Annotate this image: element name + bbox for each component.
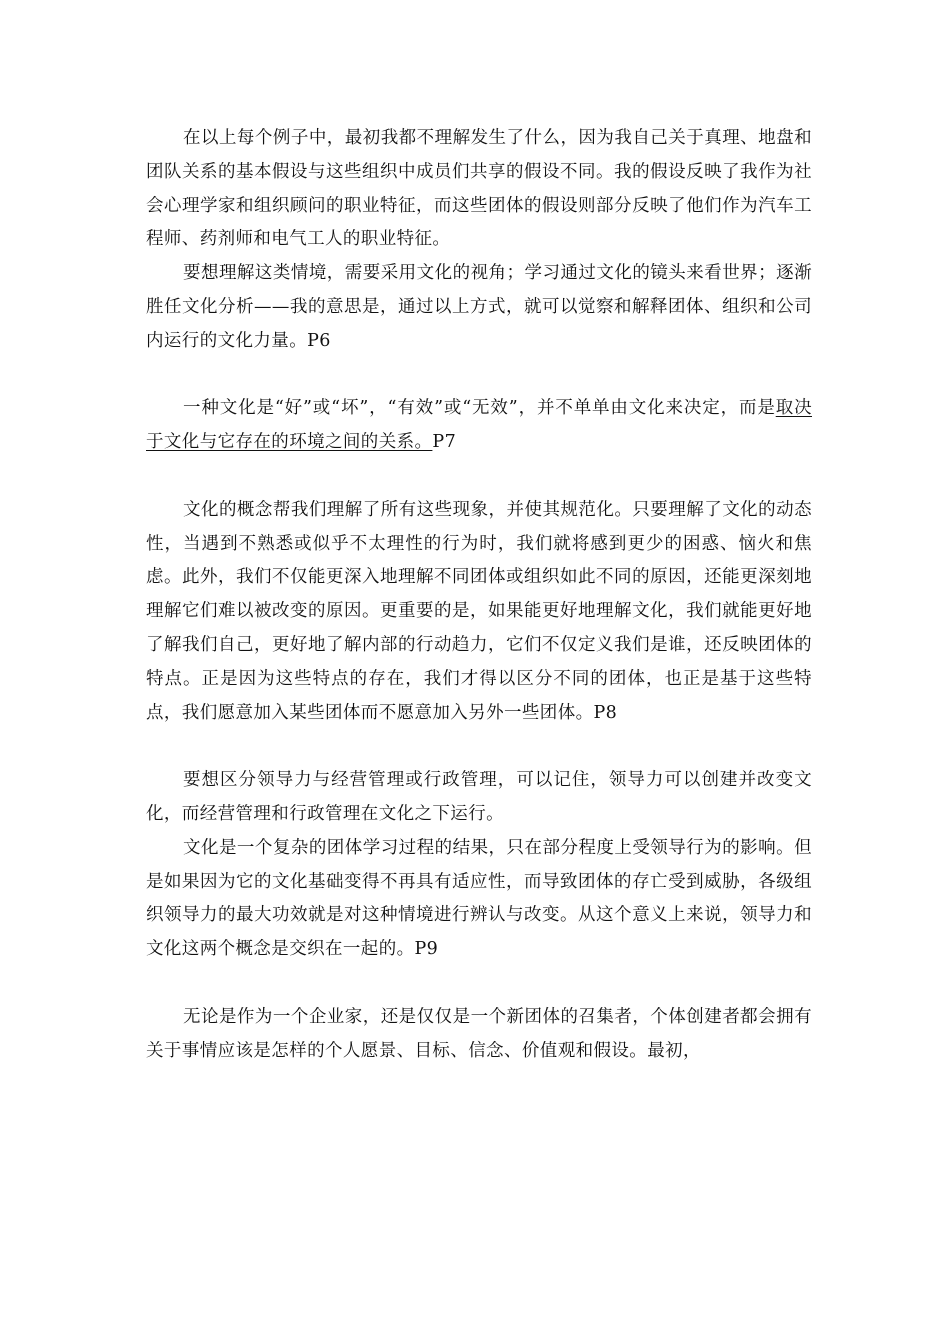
page-reference: P7: [432, 432, 457, 453]
paragraph-gap: [146, 967, 812, 1001]
paragraph-gap: [146, 359, 812, 393]
paragraph-1: 在以上每个例子中，最初我都不理解发生了什么，因为我自己关于真理、地盘和团队关系的基本假设与这些组织中成员们共享的假设不同。我的假设反映了我作为社会心理学家和组织顾问的职业特征，而这些团体的假设则部分反映了他们作为汽车工程师、药剂师和电气工人的职业特征。: [146, 128, 812, 250]
paragraph-gap: [146, 460, 812, 494]
paragraph-7: 无论是作为一个企业家，还是仅仅是一个新团体的召集者，个体创建者都会拥有关于事情应该是怎样的个人愿景、目标、信念、价值观和假设。最初，: [146, 1006, 812, 1061]
paragraph-gap: [146, 730, 812, 764]
paragraph-2: 要想理解这类情境，需要采用文化的视角；学习通过文化的镜头来看世界；逐渐胜任文化分析——我的意思是，通过以上方式，就可以觉察和解释团体、组织和公司内运行的文化力量。P6: [146, 263, 812, 351]
paragraph-6: 文化是一个复杂的团体学习过程的结果，只在部分程度上受领导行为的影响。但是如果因为它的文化基础变得不再具有适应性，而导致团体的存亡受到威胁，各级组织领导力的最大功效就是对这种情境进行辨认与改变。从这个意义上来说，领导力和文化这两个概念是交织在一起的。P9: [146, 837, 812, 960]
paragraph-5: 要想区分领导力与经营管理或行政管理，可以记住，领导力可以创建并改变文化，而经营管理和行政管理在文化之下运行。: [146, 770, 812, 824]
document-body: [146, 122, 812, 1068]
underlined-phrase: 取决于文化与它存在的环境之间的关系。: [146, 398, 812, 453]
paragraph-3-text: 一种文化是“好”或“坏”，“有效”或“无效”，并不单单由文化来决定，而是: [183, 398, 776, 419]
paragraph-4: 文化的概念帮我们理解了所有这些现象，并使其规范化。只要理解了文化的动态性，当遇到不熟悉或似乎不太理性的行为时，我们就将感到更少的困惑、恼火和焦虑。此外，我们不仅能更深入地理解不同团体或组织如此不同的原因，还能更深刻地理解它们难以被改变的原因。更重要的是，如果能更好地理解文化，我们就能更好地了解我们自己，更好地了解内部的行动趋力，它们不仅定义我们是谁，还反映团体的特点。正是因为这些特点的存在，我们才得以区分不同的团体，也正是基于这些特点，我们愿意加入某些团体而不愿意加入另外一些团体。P8: [146, 499, 812, 723]
paragraph-3: [146, 392, 812, 460]
